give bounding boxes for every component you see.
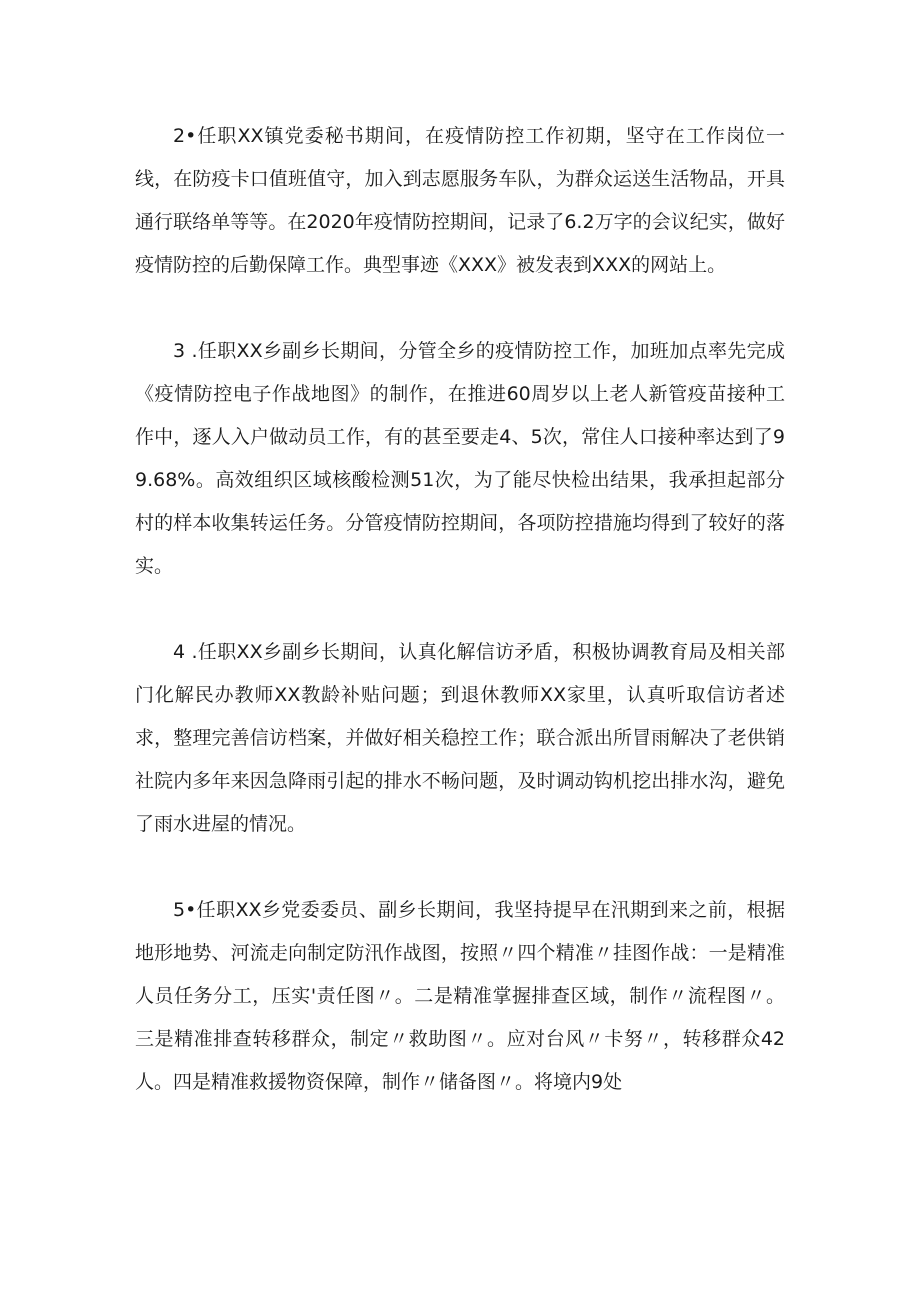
paragraph-item-2: 2•任职XX镇党委秘书期间，在疫情防控工作初期，坚守在工作岗位一线，在防疫卡口值班值守，加入到志愿服务车队，为群众运送生活物品，开具通行联络单等等。在2020年疫情防控期间，记录了6.2万字的会议纪实，做好疫情防控的后勤保障工作。典型事迹《XXX》被发表到XXX的网站上。 [135, 125, 785, 276]
document-body [135, 115, 785, 1104]
paragraph-item-3: 3 .任职XX乡副乡长期间，分管全乡的疫情防控工作，加班加点率先完成《疫情防控电子作战地图》的制作，在推进60周岁以上老人新管疫苗接种工作中，逐人入户做动员工作，有的甚至要走4、5次，常住人口接种率达到了99.68%。高效组织区域核酸检测51次，为了能尽快检出结果，我承担起部分村的样本收集转运任务。分管疫情防控期间，各项防控措施均得到了较好的落实。 [135, 340, 785, 577]
paragraph-item-5: 5•任职XX乡党委委员、副乡长期间，我坚持提早在汛期到来之前，根据地形地势、河流走向制定防汛作战图，按照〃四个精准〃挂图作战：一是精准人员任务分工，压实'责任图〃。二是精准掌握排查区域，制作〃流程图〃。三是精准排查转移群众，制定〃救助图〃。应对台风〃卡努〃，转移群众42人。四是精准救援物资保障，制作〃储备图〃。将境内9处 [135, 899, 785, 1093]
paragraph-item-4: 4 .任职XX乡副乡长期间，认真化解信访矛盾，积极协调教育局及相关部门化解民办教师XX教龄补贴问题；到退休教师XX家里，认真听取信访者述求，整理完善信访档案，并做好相关稳控工作；联合派出所冒雨解决了老供销社院内多年来因急降雨引起的排水不畅问题，及时调动钩机挖出排水沟，避免了雨水进屋的情况。 [135, 641, 785, 835]
